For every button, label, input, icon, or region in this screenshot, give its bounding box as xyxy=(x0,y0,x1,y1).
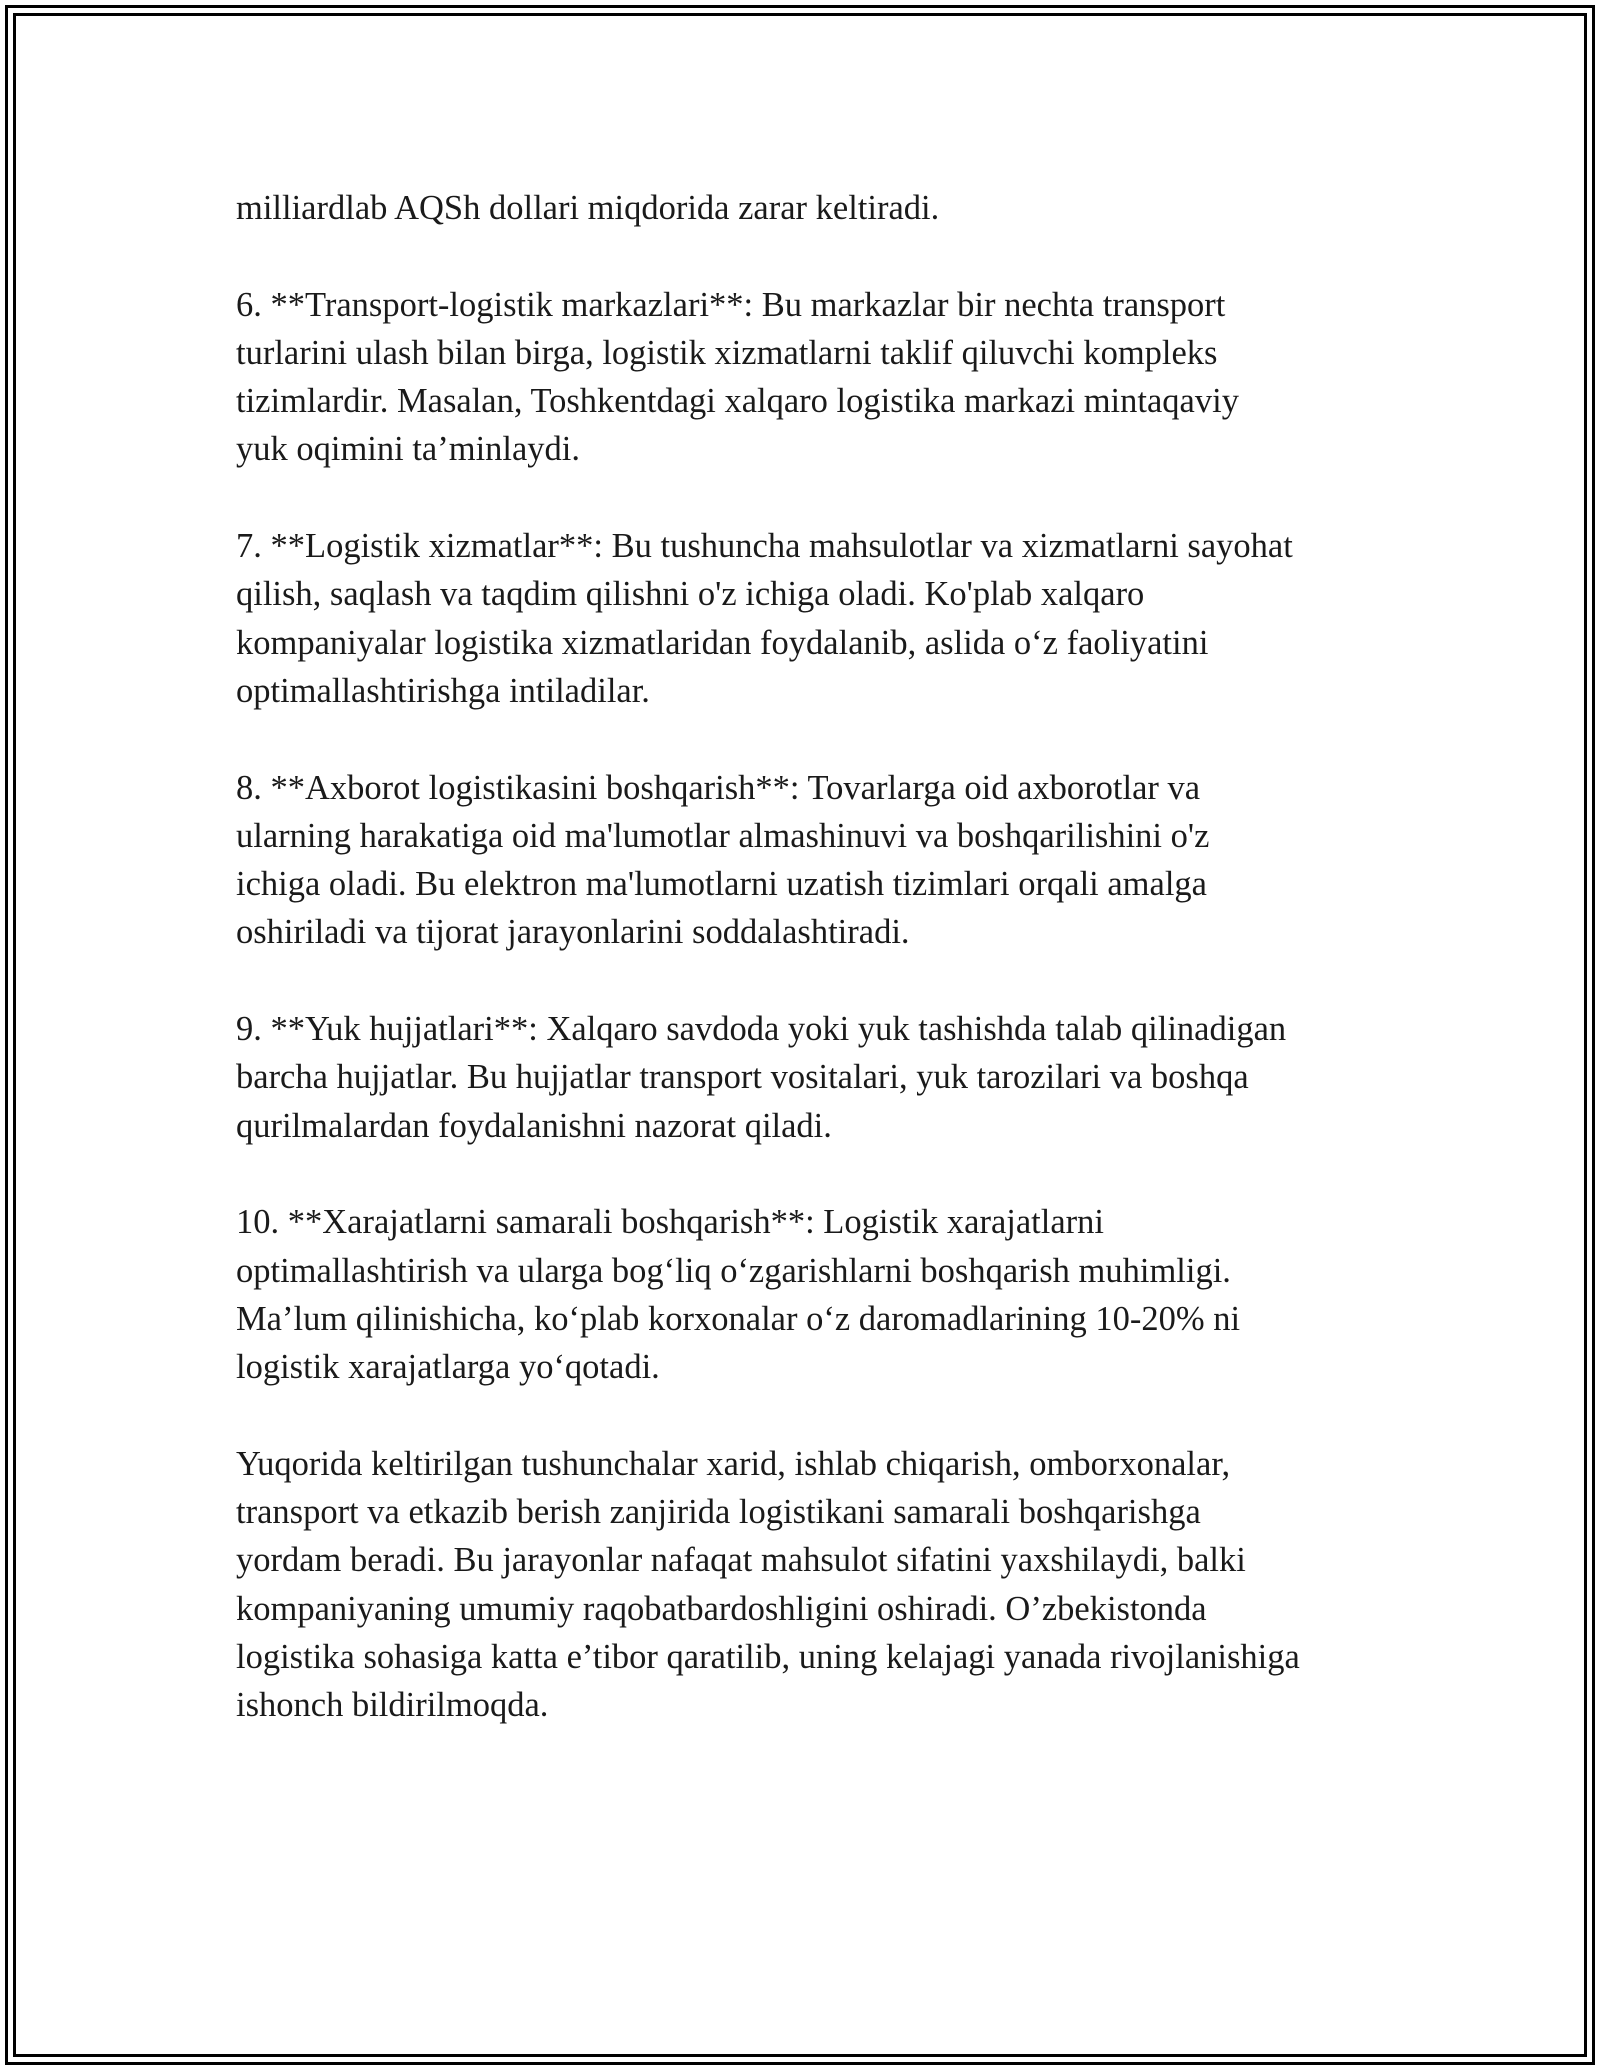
paragraph-item-8: 8. **Axborot logistikasini boshqarish**: Tovarlarga oid axborotlar va ularning harakatiga oid ma'lumotlar almashinuvi va boshqarilishini o'z ichiga oladi. Bu elektron ma'lumotlarni uzatish tizimlari orqali amalga oshiriladi va tijorat jarayonlarini soddalashtiradi. xyxy=(236,768,1210,952)
paragraph-item-6: 6. **Transport-logistik markazlari**: Bu markazlar bir nechta transport turlarini ulash bilan birga, logistik xizmatlarni taklif qiluvchi kompleks tizimlardir. Masalan, Toshkentdagi xalqaro logistika markazi mintaqaviy yuk oqimini ta’minlaydi. xyxy=(236,285,1239,469)
paragraph-item-7: 7. **Logistik xizmatlar**: Bu tushuncha mahsulotlar va xizmatlarni sayohat qilish, saqlash va taqdim qilishni o'z ichiga oladi. Ko'plab xalqaro kompaniyalar logistika xizmatlaridan foydalanib, aslida o‘z faoliyatini optimallashtirishga intiladilar. xyxy=(236,527,1293,710)
document-body xyxy=(236,184,1416,1778)
paragraph-continuation: milliardlab AQSh dollari miqdorida zarar keltiradi. xyxy=(236,189,940,227)
paragraph-item-10: 10. **Xarajatlarni samarali boshqarish**: Logistik xarajatlarni optimallashtirish va ularga bog‘liq o‘zgarishlarni boshqarish muhimligi. Ma’lum qilinishicha, ko‘plab korxonalar o‘z daromadlarining 10-20% ni logistik xarajatlarga yo‘qotadi. xyxy=(236,1203,1241,1387)
paragraph-conclusion: Yuqorida keltirilgan tushunchalar xarid, ishlab chiqarish, omborxonalar, transport va etkazib berish zanjirida logistikani samarali boshqarishga yordam beradi. Bu jarayonlar nafaqat mahsulot sifatini yaxshilaydi, balki kompaniyaning umumiy raqobatbardoshligini oshiradi. O’zbekistonda logistika sohasiga katta e’tibor qaratilib, uning kelajagi yanada rivojlanishiga ishonch bildirilmoqda. xyxy=(236,1444,1300,1725)
paragraph-item-9: 9. **Yuk hujjatlari**: Xalqaro savdoda yoki yuk tashishda talab qilinadigan barcha hujjatlar. Bu hujjatlar transport vositalari, yuk tarozilari va boshqa qurilmalardan foydalanishni nazorat qiladi. xyxy=(236,1010,1287,1145)
